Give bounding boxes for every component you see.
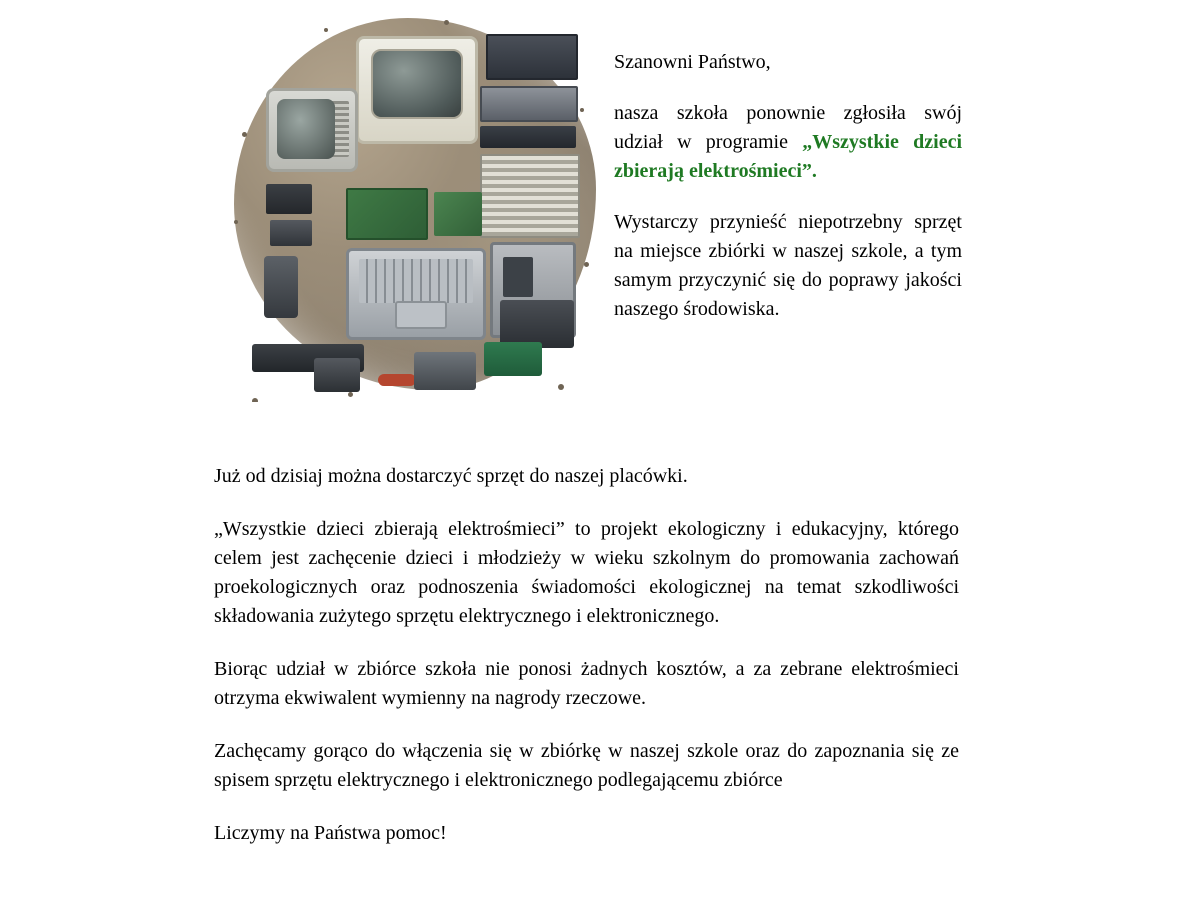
mobile-phone-icon [264, 256, 298, 318]
debris-dot [252, 398, 258, 402]
portable-tv-icon [266, 88, 358, 172]
stereo-receiver-icon [480, 86, 578, 122]
crt-television-icon [356, 36, 478, 144]
vcr-player-icon [486, 34, 578, 80]
debris-dot [348, 392, 353, 397]
ewaste-photo [228, 12, 603, 402]
green-device-icon [484, 342, 542, 376]
debris-dot [558, 384, 564, 390]
intro-paragraph-text: nasza szkoła ponownie zgłosiła swój udział w programie [614, 102, 962, 153]
instruction-paragraph: Wystarczy przynieść niepotrzebny sprzęt na miejsce zbiórki w naszej szkole, a tym samym przyczynić się do poprawy jakości naszego środowiska. [614, 211, 962, 320]
amplifier-icon [480, 126, 576, 148]
body-paragraph-1: Już od dzisiaj można dostarczyć sprzęt do naszej placówki. [214, 465, 688, 487]
debris-dot [444, 20, 449, 25]
body-paragraph-5: Liczymy na Państwa pomoc! [214, 822, 447, 844]
circuit-board-icon [346, 188, 428, 240]
intro-paragraph [614, 99, 962, 186]
laptop-computer-icon [346, 248, 486, 340]
debris-dot [324, 28, 328, 32]
debris-dot [580, 108, 584, 112]
drive-enclosure-icon [414, 352, 476, 390]
circuit-board-small-icon [434, 192, 482, 236]
cable-icon [378, 374, 416, 386]
salutation: Szanowni Państwo, [614, 51, 771, 73]
top-section [0, 0, 1200, 440]
chip-module-secondary-icon [270, 220, 312, 246]
body-paragraph-3: Biorąc udział w zbiórce szkoła nie ponosi żadnych kosztów, a za zebrane elektrośmieci otrzyma ekwiwalent wymienny na nagrody rzeczowe. [214, 658, 959, 709]
body-paragraph-2: „Wszystkie dzieci zbierają elektrośmieci” to projekt ekologiczny i edukacyjny, którego celem jest zachęcenie dzieci i młodzieży w wieku szkolnym do promowania zachowań proekologicznych oraz podnoszenia świadomości ekologicznej na temat szkodliwości składowania zużytego sprzętu elektrycznego i elektronicznego. [214, 518, 959, 627]
radiator-grille-icon [480, 154, 580, 238]
body-paragraph-4: Zachęcamy gorąco do włączenia się w zbiórkę w naszej szkole oraz do zapoznania się ze spisem sprzętu elektrycznego i elektronicznego podlegającemu zbiórce [214, 740, 959, 791]
program-name-highlight: „Wszystkie dzieci zbierają elektrośmieci”. [614, 131, 963, 182]
adapter-icon [314, 358, 360, 392]
body-column [214, 462, 959, 848]
side-column [614, 48, 962, 324]
debris-dot [242, 132, 247, 137]
ewaste-collage [228, 12, 603, 402]
debris-dot [234, 220, 238, 224]
power-supply-icon [500, 300, 574, 348]
debris-dot [584, 262, 589, 267]
chip-module-icon [266, 184, 312, 214]
